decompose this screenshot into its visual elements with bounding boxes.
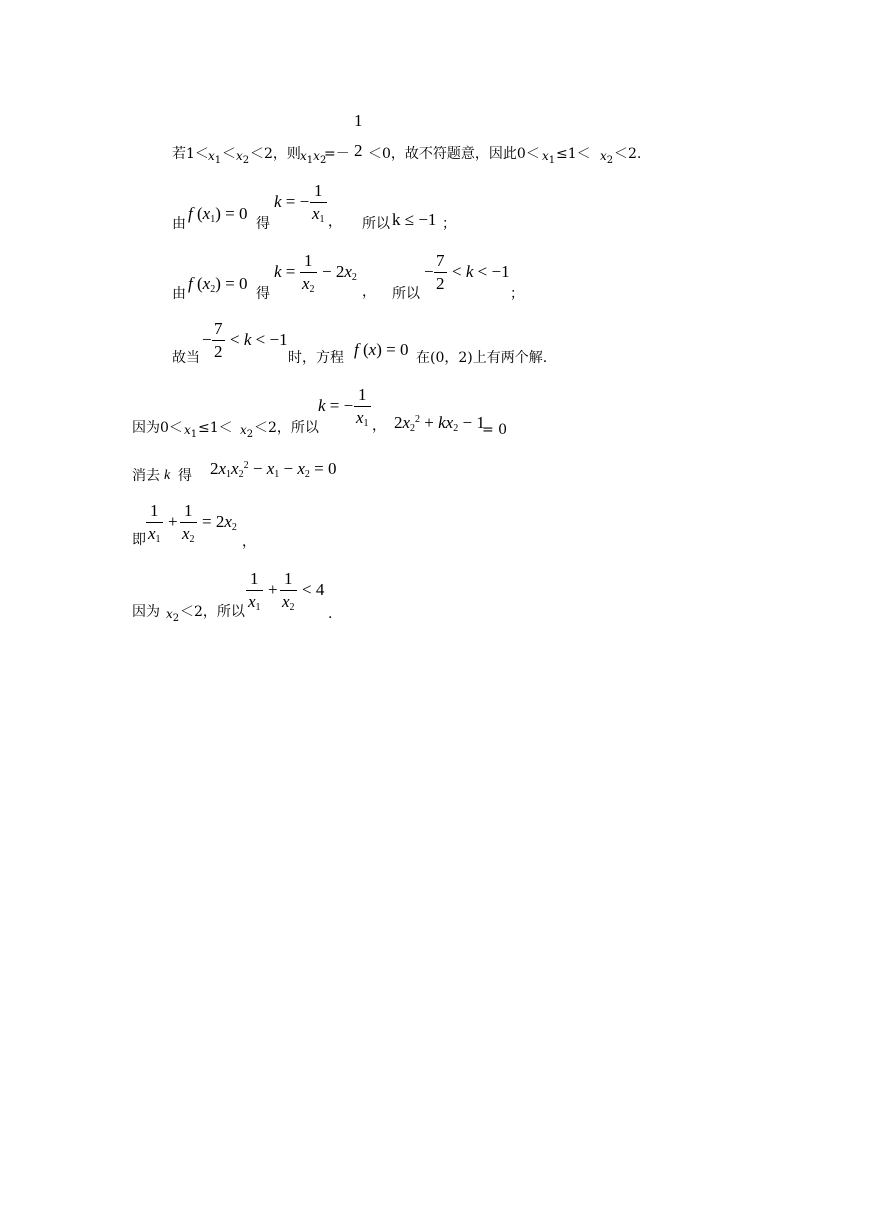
k-leq-minus-one: k ≤ −1 <box>392 210 437 229</box>
line8-mid: ＜2，所以 <box>180 604 245 620</box>
line2-semi: ； <box>442 216 456 232</box>
x2-var-4: $x_2$ <box>166 607 180 624</box>
line3-comma: ， <box>362 284 376 300</box>
line3-range: < k < −1 <box>452 262 510 281</box>
minus-2x2: − $2x_2$ <box>322 262 357 283</box>
line1-suffix: ＜0，故不符题意，因此0＜ <box>368 146 540 162</box>
reciprocal-x1-fraction-2: $\frac{1}{x_1}$ <box>246 570 263 617</box>
line6-de: 得 <box>178 468 192 484</box>
line3-lead-minus: − <box>424 262 434 281</box>
line1-end: ＜2. <box>614 146 642 162</box>
reciprocal-x2-fraction: $\frac{1}{x_2}$ <box>180 502 197 549</box>
line3-de: 得 <box>256 286 270 302</box>
line7-comma: ， <box>242 534 256 550</box>
f-x1-equation: f $(x_1) = 0$ <box>188 204 248 225</box>
equals-2x2: = $2x_2$ <box>202 512 237 533</box>
line6-prefix: 消去 <box>132 468 160 484</box>
line3-semi: ； <box>510 286 524 302</box>
line5-prefix: 因为0＜ <box>132 420 183 436</box>
line2-you: 由 <box>172 216 186 232</box>
line2-comma: ， <box>328 214 342 230</box>
line8-plus: + <box>268 580 278 599</box>
one-over-x2-fraction: $\frac{1}{x_2}$ <box>300 252 317 299</box>
line1-leq: ≤1＜ <box>556 146 591 162</box>
x2-var-2: $x_2$ <box>600 149 614 166</box>
line5-comma: ， <box>372 418 386 434</box>
half-fraction: 1 2 <box>354 111 363 160</box>
k-equals: k = <box>274 262 296 281</box>
line7-plus: + <box>168 512 178 531</box>
k-equals-minus: k = − <box>274 192 310 211</box>
line4-gudang: 故当 <box>172 350 200 366</box>
line8-prefix: 因为 <box>132 604 160 620</box>
line4-lead-minus: − <box>202 330 212 349</box>
f-x-equation: f (x) = 0 <box>354 340 409 359</box>
one-over-x1-fraction-2: $\frac{1}{x_1}$ <box>354 386 371 433</box>
x1-var-2: $x_1$ <box>542 149 556 166</box>
line4-tail: 在(0，2)上有两个解. <box>416 350 548 366</box>
line3-suoyi: 所以 <box>392 286 420 302</box>
k-equals-minus-2: k = − <box>318 396 354 415</box>
line1-prefix: 若1＜ <box>172 146 209 162</box>
line1-minus: =－ <box>324 146 350 162</box>
line2-suoyi: 所以 <box>362 216 390 232</box>
line4-range: < k < −1 <box>230 330 288 349</box>
x2-var: $x_2$ <box>236 149 250 166</box>
seven-halves-fraction-2: $\frac{7}{2}$ <box>214 319 223 361</box>
seven-halves-fraction: $\frac{7}{2}$ <box>436 251 445 293</box>
x1-var: $x_1$ <box>208 149 222 166</box>
less-than-4: < 4 <box>302 580 325 599</box>
reciprocal-x2-fraction-2: $\frac{1}{x_2}$ <box>280 570 297 617</box>
line5-mid: ＜2，所以 <box>254 420 319 436</box>
k-var: k <box>164 468 171 483</box>
reciprocal-x1-fraction: $\frac{1}{x_1}$ <box>146 502 163 549</box>
line3-you: 由 <box>172 286 186 302</box>
line4-shi: 时，方程 <box>288 350 344 366</box>
line5-eq0: = 0 <box>482 422 508 438</box>
line2-de: 得 <box>256 216 270 232</box>
one-over-x1-fraction: $\frac{1}{x_1}$ <box>310 182 327 229</box>
x1-var-3: $x_1$ <box>184 423 198 440</box>
eliminated-equation: $2x_1x_2^2 - x_1 - x_2 = 0$ <box>210 459 337 480</box>
f-x2-equation: f $(x_2) = 0$ <box>188 274 248 295</box>
line1-mid2: ＜2，则 <box>250 146 301 162</box>
line1-mid1: ＜ <box>222 146 236 162</box>
line5-leq: ≤1＜ <box>198 420 233 436</box>
x2-var-3: $x_2$ <box>240 423 254 440</box>
x1x2-product: $x_1x_2$ <box>300 149 327 166</box>
quadratic-expression: $2x_2^2 + kx_2 - 1$ <box>394 413 485 434</box>
line8-period: . <box>328 606 333 622</box>
line7-ji: 即 <box>132 532 146 548</box>
